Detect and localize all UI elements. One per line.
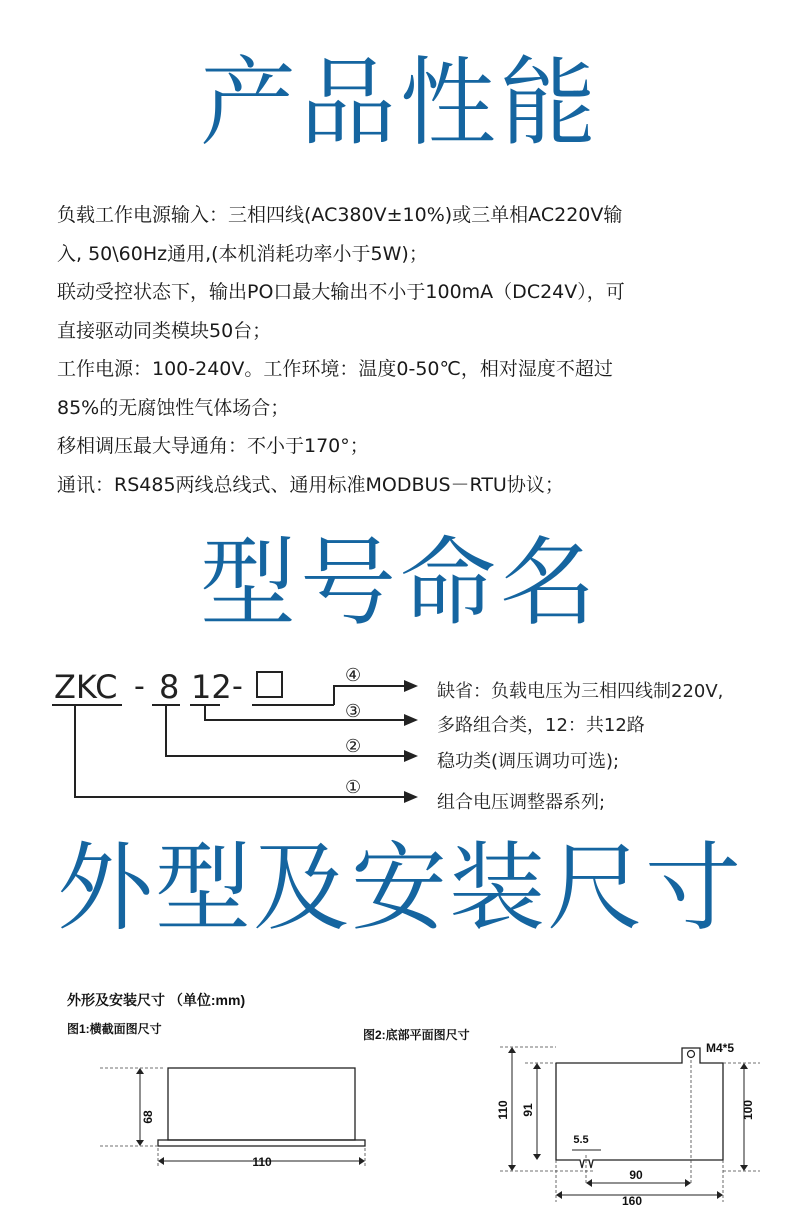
arrow-icon — [404, 680, 418, 692]
model-series: ZKC — [54, 668, 118, 706]
arrow-icon — [404, 791, 418, 803]
dimensions-title: 外型及安装尺寸 — [57, 832, 743, 944]
fig2-right-height-label: 100 — [741, 1099, 755, 1121]
fig1-width-label: 110 — [252, 1155, 272, 1169]
performance-line: 负载工作电源输入：三相四线(AC380V±10%)或三单相AC220V输 — [57, 204, 623, 226]
fig2-title: 图2:底部平面图尺寸 — [363, 1028, 470, 1042]
model-naming-diagram — [0, 655, 800, 825]
fig1-height-label: 68 — [141, 1110, 155, 1124]
performance-line: 入, 50\60Hz通用,(本机消耗功率小于5W)； — [57, 242, 428, 265]
performance-line: 直接驱动同类模块50台； — [57, 319, 272, 342]
performance-title: 产品性能 — [200, 47, 600, 159]
fig2-hole-label: M4*5 — [706, 1041, 735, 1055]
description-default: 缺省：负载电压为三相四线制220V, — [437, 681, 724, 702]
connector-line — [166, 705, 404, 756]
performance-line: 通讯：RS485两线总线式、通用标准MODBUS－RTU协议； — [57, 473, 564, 496]
dimensions-heading: 外形及安装尺寸 （单位:mm) — [67, 992, 246, 1008]
marker-2: ② — [345, 736, 362, 757]
performance-line: 工作电源：100-240V。工作环境：温度0-50℃，相对湿度不超过 — [57, 358, 613, 380]
model-blank-box — [257, 672, 282, 697]
model-type: 8 — [159, 668, 180, 706]
naming-title: 型号命名 — [200, 527, 600, 639]
marker-4: ④ — [345, 665, 362, 686]
fig1-title: 图1:横截面图尺寸 — [67, 1022, 162, 1036]
description-channels: 多路组合类，12：共12路 — [437, 715, 645, 736]
fig2-outer-height-label: 110 — [496, 1100, 510, 1120]
arrow-icon — [404, 714, 418, 726]
description-series: 组合电压调整器系列; — [437, 792, 606, 813]
fig2-slot-label: 5.5 — [573, 1134, 589, 1146]
marker-1: ① — [345, 777, 362, 798]
marker-3: ③ — [345, 701, 362, 722]
arrow-icon — [404, 750, 418, 762]
model-channels: 12 — [191, 668, 232, 706]
performance-line: 85%的无腐蚀性气体场合； — [57, 396, 290, 419]
connector-line — [205, 705, 404, 720]
description-type: 稳功类(调压调功可选); — [437, 751, 620, 772]
fig2-inner-height-label: 91 — [521, 1103, 535, 1117]
dimension-drawings — [0, 980, 800, 1221]
model-dash: - — [232, 669, 243, 704]
performance-list — [57, 196, 757, 504]
model-dash: - — [134, 669, 145, 704]
fig1-cross-section — [100, 1068, 365, 1168]
fig2-spacing-label: 90 — [629, 1168, 643, 1182]
fig2-total-width-label: 160 — [621, 1194, 643, 1208]
performance-line: 联动受控状态下，输出PO口最大输出不小于100mA（DC24V），可 — [57, 281, 625, 303]
performance-line: 移相调压最大导通角：不小于170°； — [57, 435, 369, 457]
